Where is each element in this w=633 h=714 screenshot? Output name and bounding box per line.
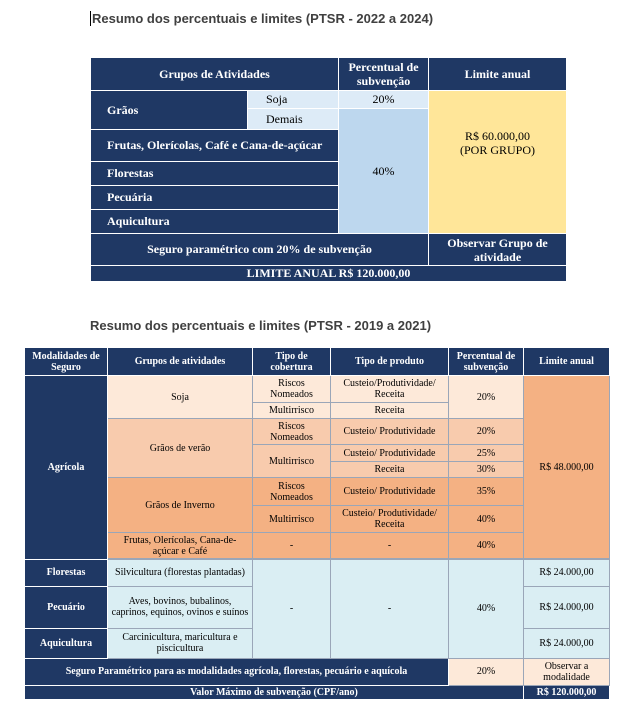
header-limite: Limite anual [524, 348, 610, 376]
cell-group-percent: 40% [339, 109, 429, 234]
cell-graos-verao: Grãos de verão [108, 419, 253, 478]
limit-value: R$ 60.000,00 [465, 129, 531, 143]
cell-multirrisco-1: Multirrisco [253, 403, 331, 419]
row-florestas: Florestas [91, 162, 339, 186]
cell-aves: Aves, bovinos, bubalinos, caprinos, equinos, ovinos e suínos [108, 586, 253, 628]
cell-florestas-limit: R$ 24.000,00 [524, 559, 610, 586]
heading-2019-2021: Resumo dos percentuais e limites (PTSR - 2019 a 2021) [90, 318, 432, 333]
cell-multirrisco-2: Multirrisco [253, 445, 331, 478]
row-agricola: Agrícola [25, 376, 108, 560]
cell-aquicultura-limit: R$ 24.000,00 [524, 628, 610, 658]
cell-receita-2: Receita [331, 462, 449, 478]
cell-dash-4: - [331, 559, 449, 658]
header-percent: Percentual de subvenção [449, 348, 524, 376]
cell-dash-1: - [253, 533, 331, 559]
table-ptsr-2019-2021 [24, 347, 610, 700]
header-produto: Tipo de produto [331, 348, 449, 376]
cell-demais: Demais [248, 109, 339, 130]
cell-riscos-3: Riscos Nomeados [253, 478, 331, 506]
cell-carcinicultura: Carcinicultura, maricultura e piscicultura [108, 628, 253, 658]
cell-soja: Soja [108, 376, 253, 419]
cell-custeio-prod-2: Custeio/ Produtividade [331, 419, 449, 445]
row-aquicultura: Aquicultura [25, 628, 108, 658]
cell-custeio-prod-receita-2: Custeio/ Produtividade/ Receita [331, 506, 449, 533]
cell-custeio-prod-receita-1: Custeio/Produtividade/ Receita [331, 376, 449, 403]
row-florestas: Florestas [25, 559, 108, 586]
cell-frutas: Frutas, Olerícolas, Cana-de-açúcar e Café [108, 533, 253, 559]
cell-agricola-limit: R$ 48.000,00 [524, 376, 610, 559]
cell-graos-inverno: Grãos de Inverno [108, 478, 253, 533]
heading-2022-2024: Resumo dos percentuais e limites (PTSR - 2022 a 2024) [92, 11, 434, 26]
row-frutas: Frutas, Olerícolas, Café e Cana-de-açúcar [91, 130, 339, 162]
cell-inverno-percent-1: 35% [449, 478, 524, 506]
row-pecuaria: Pecuária [91, 186, 339, 210]
cell-verao-percent-2: 25% [449, 445, 524, 462]
cell-others-percent: 40% [449, 559, 524, 658]
header-groups: Grupos de Atividades [91, 58, 339, 91]
row-parametrico: Seguro paramétrico com 20% de subvenção [91, 234, 429, 266]
cell-verao-percent-3: 30% [449, 462, 524, 478]
cell-riscos-2: Riscos Nomeados [253, 419, 331, 445]
cell-frutas-percent: 40% [449, 533, 524, 559]
cell-verao-percent-1: 20% [449, 419, 524, 445]
cell-soja-percent: 20% [339, 91, 429, 109]
cell-parametrico-percent: 20% [449, 658, 524, 685]
row-limite-anual: LIMITE ANUAL R$ 120.000,00 [91, 266, 567, 282]
cell-dash-3: - [253, 559, 331, 658]
limit-note: (POR GRUPO) [460, 143, 536, 157]
cell-custeio-prod-4: Custeio/ Produtividade [331, 478, 449, 506]
row-parametrico: Seguro Paramétrico para as modalidades agrícola, florestas, pecuário e aquícola [25, 658, 449, 685]
cell-valor-max-amount: R$ 120.000,00 [524, 685, 610, 699]
row-valor-max: Valor Máximo de subvenção (CPF/ano) [25, 685, 524, 699]
cell-inverno-percent-2: 40% [449, 506, 524, 533]
cell-observar: Observar Grupo de atividade [429, 234, 567, 266]
cell-silvicultura: Silvicultura (florestas plantadas) [108, 559, 253, 586]
cell-observar: Observar a modalidade [524, 658, 610, 685]
cell-custeio-prod-3: Custeio/ Produtividade [331, 445, 449, 462]
cell-soja-percent: 20% [449, 376, 524, 419]
header-cobertura: Tipo de cobertura [253, 348, 331, 376]
header-modalidades: Modalidades de Seguro [25, 348, 108, 376]
cell-limit-value [429, 91, 567, 234]
cell-dash-2: - [331, 533, 449, 559]
table-ptsr-2022-2024 [90, 57, 567, 282]
row-aquicultura: Aquicultura [91, 210, 339, 234]
header-grupos: Grupos de atividades [108, 348, 253, 376]
row-graos: Grãos [91, 91, 248, 130]
text-cursor [90, 11, 91, 26]
cell-multirrisco-3: Multirrisco [253, 506, 331, 533]
cell-pecuario-limit: R$ 24.000,00 [524, 586, 610, 628]
header-percent: Percentual de subvenção [339, 58, 429, 91]
row-pecuario: Pecuário [25, 586, 108, 628]
cell-receita-1: Receita [331, 403, 449, 419]
cell-soja: Soja [248, 91, 339, 109]
header-limit: Limite anual [429, 58, 567, 91]
cell-riscos-1: Riscos Nomeados [253, 376, 331, 403]
